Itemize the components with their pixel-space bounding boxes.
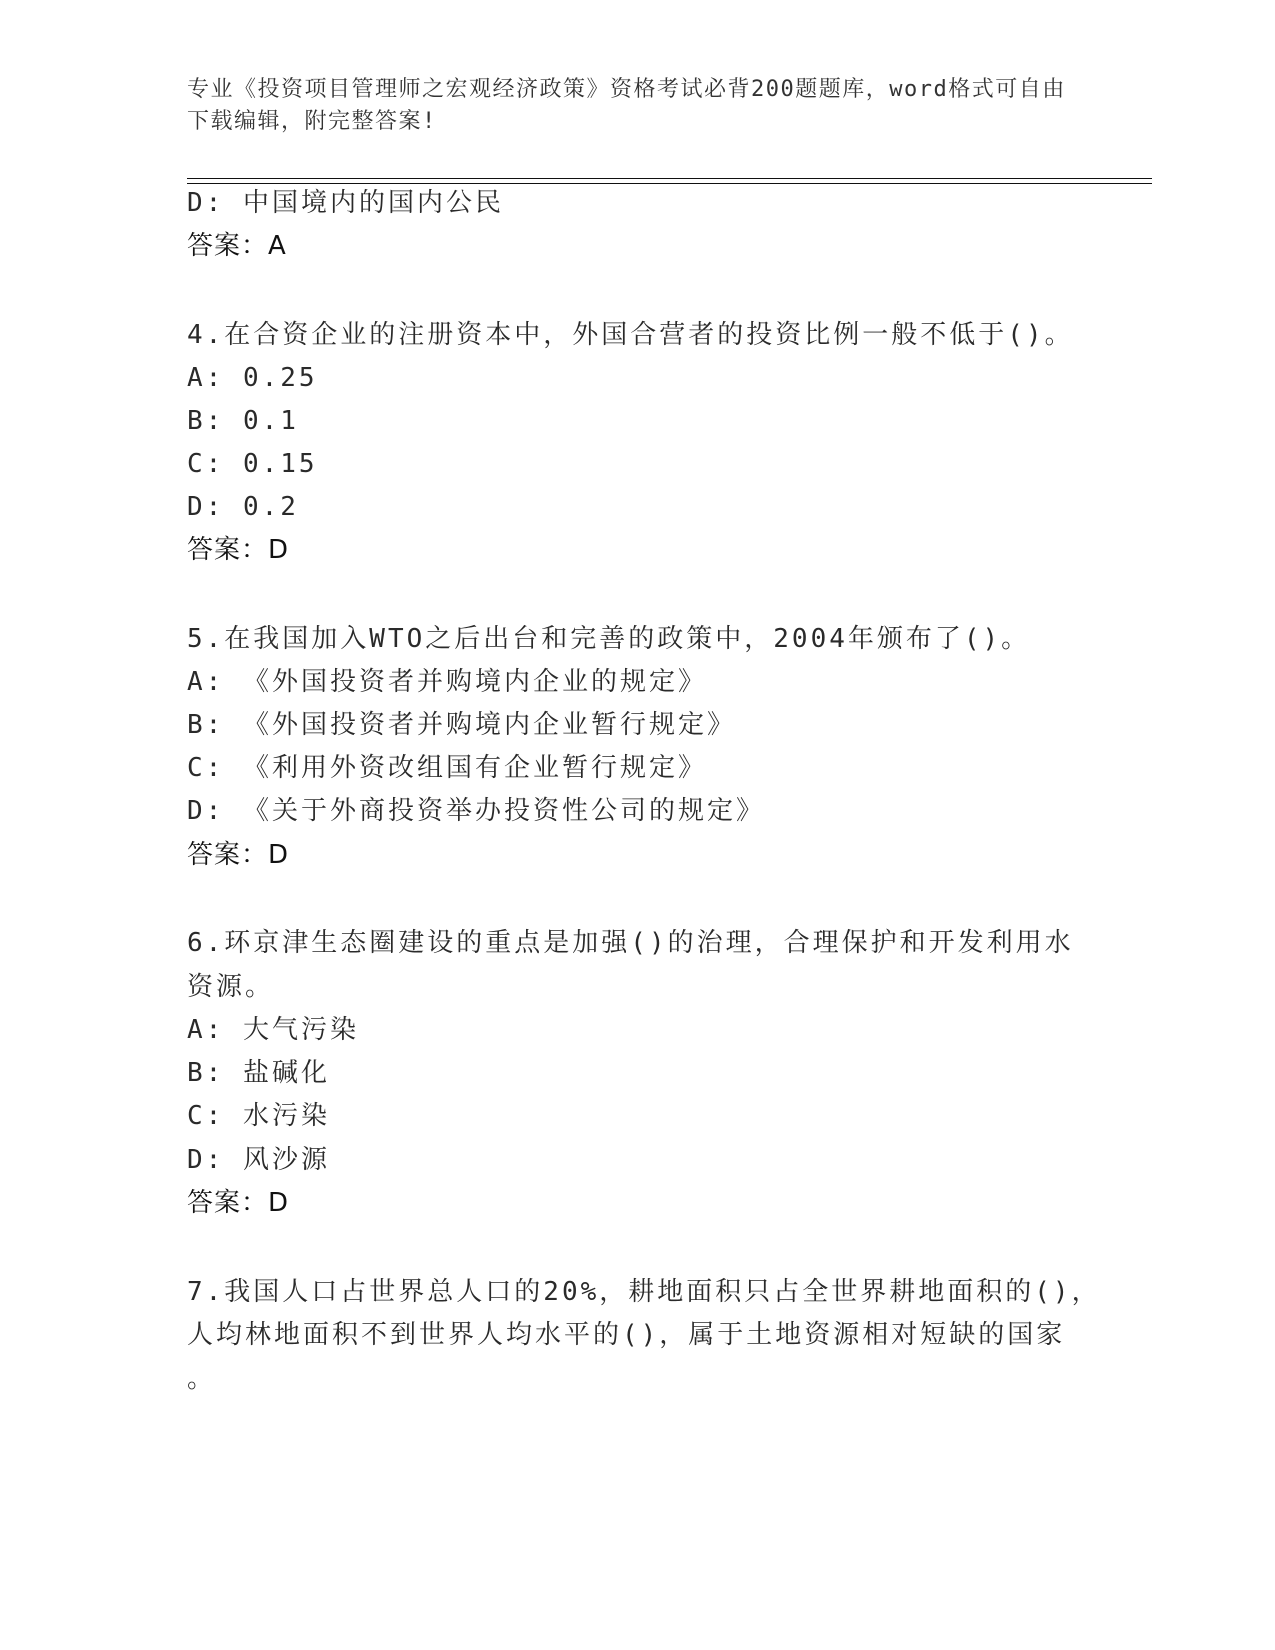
option-d: D: 风沙源 <box>187 1145 330 1175</box>
question-6: 6.环京津生态圈建设的重点是加强()的治理，合理保护和开发利用水 <box>187 928 1074 958</box>
answer-line: 答案：A <box>187 231 287 261</box>
question-6-continued: 资源。 <box>187 972 275 1002</box>
question-7: 7.我国人口占世界总人口的20%，耕地面积只占全世界耕地面积的()， <box>187 1277 1101 1307</box>
answer-line: 答案：D <box>187 840 290 870</box>
option-c: C: 0.15 <box>187 449 318 479</box>
answer-line: 答案：D <box>187 1188 290 1218</box>
question-4: 4.在合资企业的注册资本中，外国合营者的投资比例一般不低于()。 <box>187 320 1074 350</box>
option-d: D: 《关于外商投资举办投资性公司的规定》 <box>187 796 765 826</box>
option-c: C: 水污染 <box>187 1101 330 1131</box>
question-5: 5.在我国加入WTO之后出台和完善的政策中，2004年颁布了()。 <box>187 624 1031 654</box>
option-b: B: 0.1 <box>187 406 299 436</box>
option-d: D: 0.2 <box>187 492 299 522</box>
option-c: C: 《利用外资改组国有企业暂行规定》 <box>187 753 707 783</box>
question-7-end: 。 <box>187 1364 217 1394</box>
option-d: D: 中国境内的国内公民 <box>187 188 504 218</box>
option-a: A: 大气污染 <box>187 1015 359 1045</box>
option-a: A: 0.25 <box>187 363 318 393</box>
document-header-title: 专业《投资项目管理师之宏观经济政策》资格考试必背200题题库，word格式可自由下载编辑，附完整答案! <box>187 77 1066 134</box>
header-divider <box>187 178 1152 184</box>
option-a: A: 《外国投资者并购境内企业的规定》 <box>187 667 707 697</box>
option-b: B: 《外国投资者并购境内企业暂行规定》 <box>187 710 736 740</box>
question-7-continued: 人均林地面积不到世界人均水平的()，属于土地资源相对短缺的国家 <box>187 1320 1066 1350</box>
option-b: B: 盐碱化 <box>187 1058 330 1088</box>
answer-line: 答案：D <box>187 535 290 565</box>
